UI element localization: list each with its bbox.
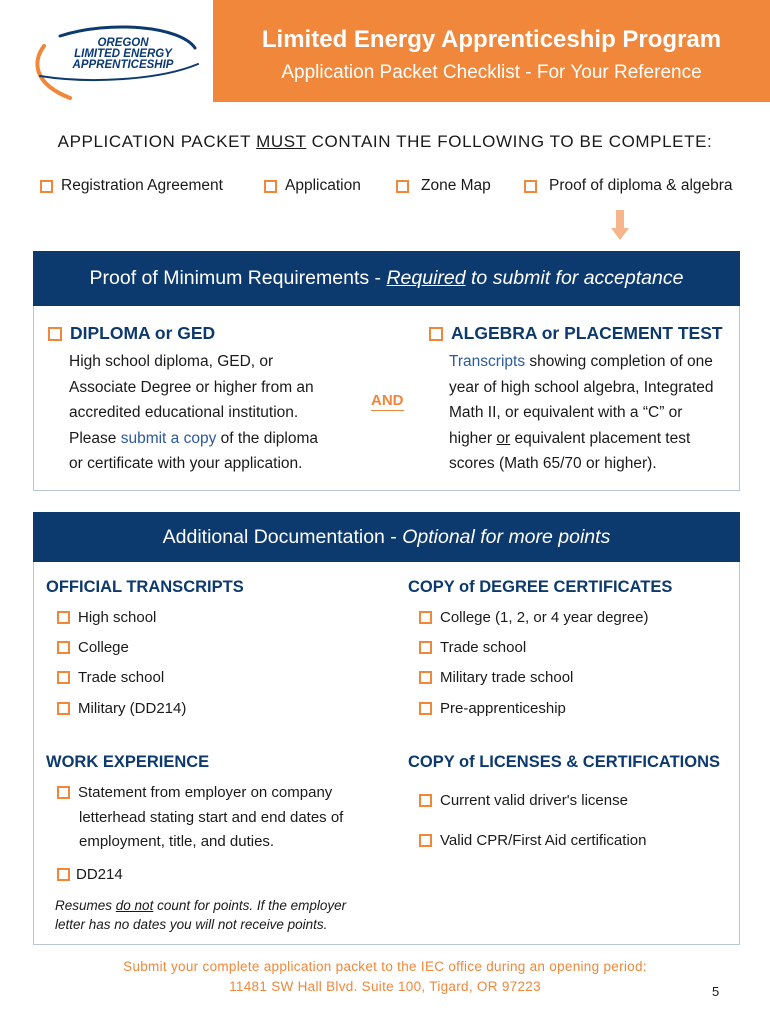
checkbox-icon[interactable] — [419, 611, 432, 624]
algebra-higher-rest: equivalent placement test — [510, 429, 691, 447]
diploma-line: High school diploma, GED, or — [69, 353, 274, 370]
heading-prefix: Proof of Minimum Requirements - — [89, 267, 387, 289]
checkbox-icon[interactable] — [48, 327, 62, 341]
work-item-statement[interactable] — [57, 784, 332, 801]
diploma-description — [69, 349, 359, 477]
page-title: Limited Energy Apprenticeship Program — [261, 26, 722, 53]
must-line-after: CONTAIN THE FOLLOWING TO BE COMPLETE: — [306, 132, 713, 151]
option-label: Military trade school — [440, 669, 574, 686]
logo-text — [48, 38, 198, 71]
algebra-line: year of high school algebra, Integrated — [449, 378, 714, 396]
option-label: DD214 — [76, 866, 123, 883]
footer-line-1: Submit your complete application packet to the IEC office during an opening period: — [123, 959, 647, 974]
checkbox-icon[interactable] — [57, 641, 70, 654]
title-banner — [213, 0, 770, 102]
work-line: employment, title, and duties. — [79, 832, 275, 850]
transcript-item-high-school[interactable] — [57, 609, 156, 626]
checkbox-icon[interactable] — [57, 868, 70, 881]
official-transcripts-title: OFFICIAL TRANSCRIPTS — [46, 578, 244, 596]
page-number: 5 — [712, 984, 720, 999]
transcripts-text: Transcripts — [449, 353, 526, 370]
checkbox-icon[interactable] — [40, 180, 53, 193]
diploma-please: Please — [69, 429, 121, 447]
submit-a-copy-text: submit a copy — [120, 429, 217, 447]
resume-note — [55, 896, 346, 934]
must-word: MUST — [256, 132, 307, 151]
required-word: Required — [386, 267, 466, 289]
checkbox-icon[interactable] — [524, 180, 537, 193]
option-label: Trade school — [440, 639, 527, 656]
transcript-item-trade-school[interactable] — [57, 669, 164, 686]
page-subtitle: Application Packet Checklist - For Your Reference — [281, 62, 702, 83]
checkbox-icon[interactable] — [419, 834, 432, 847]
checkbox-icon[interactable] — [57, 671, 70, 684]
arrow-down-icon — [611, 210, 629, 240]
diploma-line — [69, 426, 359, 452]
additional-documentation-heading — [33, 512, 740, 562]
degree-certificates-title: COPY of DEGREE CERTIFICATES — [408, 578, 673, 596]
checkbox-icon[interactable] — [57, 611, 70, 624]
diploma-title-label: DIPLOMA or GED — [70, 323, 216, 343]
minimum-requirements-section — [33, 251, 740, 491]
algebra-line: scores (Math 65/70 or higher). — [449, 455, 657, 472]
optional-text: Optional for more points — [402, 526, 611, 548]
degree-item-college[interactable] — [419, 609, 648, 626]
checkbox-icon[interactable] — [419, 671, 432, 684]
work-item-dd214[interactable] — [57, 866, 123, 883]
algebra-title[interactable] — [429, 323, 723, 344]
checklist-label: Proof of diploma & algebra — [549, 177, 733, 194]
checkbox-icon[interactable] — [396, 180, 409, 193]
logo-line-2: LIMITED ENERGY — [74, 48, 172, 60]
oregon-limited-energy-logo — [30, 24, 205, 102]
option-label: Pre-apprenticeship — [440, 700, 566, 717]
diploma-line: or certificate with your application. — [69, 455, 303, 472]
do-not-word: do not — [115, 898, 154, 913]
footer-address: 11481 SW Hall Blvd. Suite 100, Tigard, OR 97223 — [229, 979, 541, 994]
diploma-after: of the diploma — [216, 429, 319, 447]
minimum-requirements-heading — [33, 251, 740, 306]
or-word: or — [496, 429, 511, 447]
heading-prefix: Additional Documentation - — [162, 526, 403, 548]
degree-item-military-trade[interactable] — [419, 669, 573, 686]
note-line: letter has no dates you will not receive points. — [55, 917, 328, 932]
algebra-title-label: ALGEBRA or PLACEMENT TEST — [451, 323, 723, 343]
option-label: Valid CPR/First Aid certification — [440, 832, 647, 849]
required-checklist — [0, 177, 770, 199]
algebra-description — [449, 349, 734, 477]
transcript-item-college[interactable] — [57, 639, 129, 656]
checklist-label: Application — [285, 177, 361, 194]
checklist-item-zone-map[interactable] — [396, 177, 491, 195]
option-label: Military (DD214) — [78, 700, 187, 717]
work-statement-continued — [79, 806, 343, 853]
option-label: Statement from employer on company — [78, 784, 333, 801]
work-experience-title: WORK EXPERIENCE — [46, 753, 210, 771]
note-after: count for points. If the employer — [153, 898, 347, 913]
logo-line-1: OREGON — [97, 37, 149, 49]
algebra-line: Math II, or equivalent with a “C” or — [449, 404, 683, 421]
algebra-first-rest: showing completion of one — [525, 353, 713, 370]
heading-suffix: to submit for acceptance — [465, 267, 684, 289]
checkbox-icon[interactable] — [419, 702, 432, 715]
diploma-title[interactable] — [48, 323, 215, 344]
checkbox-icon[interactable] — [57, 702, 70, 715]
must-line-before: APPLICATION PACKET — [57, 132, 257, 151]
licenses-certifications-title: COPY of LICENSES & CERTIFICATIONS — [408, 753, 720, 771]
degree-item-trade-school[interactable] — [419, 639, 526, 656]
degree-item-pre-apprenticeship[interactable] — [419, 700, 566, 717]
logo-line-3: APPRENTICESHIP — [72, 59, 174, 71]
license-item-drivers[interactable] — [419, 792, 628, 809]
algebra-higher: higher — [449, 429, 497, 447]
diploma-line: accredited educational institution. — [69, 404, 299, 421]
submission-footer — [0, 957, 770, 997]
algebra-line — [449, 349, 734, 375]
checklist-label: Registration Agreement — [61, 177, 223, 194]
transcript-item-military[interactable] — [57, 700, 186, 717]
note-before: Resumes — [55, 898, 116, 913]
option-label: College — [78, 639, 129, 656]
checkbox-icon[interactable] — [429, 327, 443, 341]
option-label: Current valid driver's license — [440, 792, 628, 809]
and-connector: AND — [371, 392, 404, 409]
note-line — [55, 896, 346, 915]
option-label: College (1, 2, or 4 year degree) — [440, 609, 649, 626]
diploma-line: Associate Degree or higher from an — [69, 378, 314, 396]
packet-requirement-heading — [0, 132, 770, 152]
option-label: Trade school — [78, 669, 165, 686]
checklist-item-registration[interactable] — [40, 177, 223, 195]
work-line: letterhead stating start and end dates of — [79, 809, 344, 826]
checkbox-icon[interactable] — [57, 786, 70, 799]
checkbox-icon[interactable] — [419, 794, 432, 807]
checkbox-icon[interactable] — [264, 180, 277, 193]
checklist-item-application[interactable] — [264, 177, 361, 195]
checklist-item-proof[interactable] — [524, 177, 733, 195]
additional-documentation-section — [33, 512, 740, 945]
checkbox-icon[interactable] — [419, 641, 432, 654]
algebra-line — [449, 426, 734, 452]
checklist-label: Zone Map — [421, 177, 491, 194]
option-label: High school — [78, 609, 157, 626]
license-item-cpr[interactable] — [419, 832, 646, 849]
page-header — [0, 0, 770, 102]
